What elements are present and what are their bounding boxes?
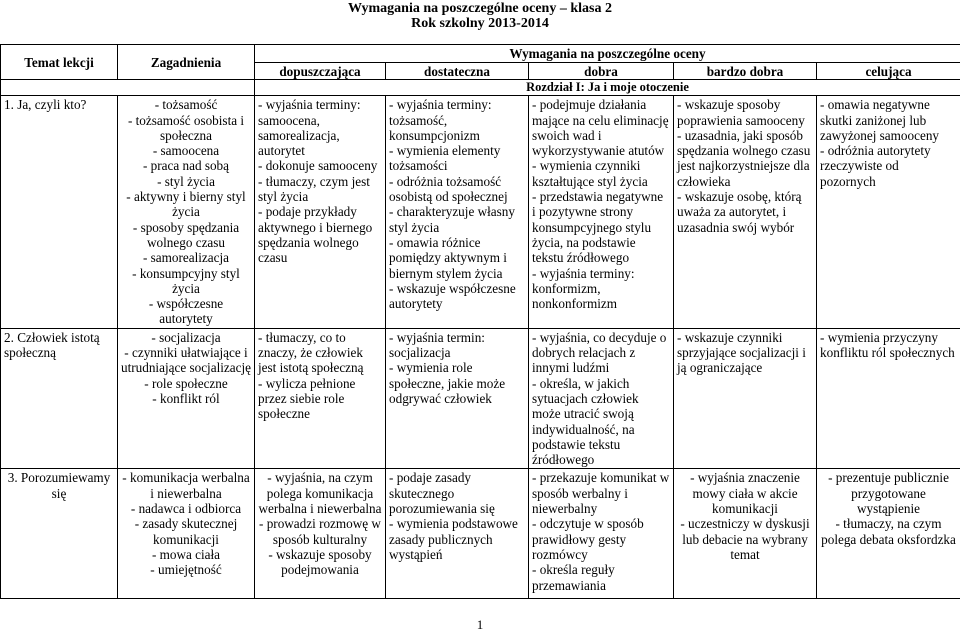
grade-2-cell: - podaje zasady skutecznego porozumiewania się - wymienia podstawowe zasady publicznych wystąpień	[386, 469, 529, 599]
grade-3-cell: - podejmuje działania mające na celu eliminację swoich wad i wykorzystywanie atutów - wymienia czynniki kształtujące styl życia - przedstawia negatywne i pozytywne strony konsumpcyjnego stylu życia, na podstawie tekstu źródłowego - wyjaśnia terminy: konformizm, nonkonformizm	[529, 96, 674, 328]
requirements-table	[0, 44, 960, 599]
column-header-issues: Zagadnienia	[118, 45, 255, 80]
issues-cell: - socjalizacja - czynniki ułatwiające i utrudniające socjalizację - role społeczne - konflikt ról	[118, 328, 255, 469]
document-title: Wymagania na poszczególne oceny – klasa 2	[348, 1, 612, 16]
grade-header-3: dobra	[529, 63, 674, 80]
grade-1-cell: - tłumaczy, co to znaczy, że człowiek jest istotą społeczną - wylicza pełnione przez siebie role społeczne	[255, 328, 386, 469]
table-row	[1, 96, 960, 328]
table-row	[1, 469, 960, 599]
section-heading: Rozdział I: Ja i moje otoczenie	[255, 80, 960, 96]
issues-cell: - komunikacja werbalna i niewerbalna - nadawca i odbiorca - zasady skutecznej komunikacji - mowa ciała - umiejętność	[118, 469, 255, 599]
topic-cell: 3. Porozumiewamy się	[1, 469, 118, 599]
grade-4-cell: - wskazuje czynniki sprzyjające socjalizacji i ją ograniczające	[674, 328, 817, 469]
grade-3-cell: - przekazuje komunikat w sposób werbalny i niewerbalny - odczytuje w sposób prawidłowy gesty rozmówcy - określa reguły przemawiania	[529, 469, 674, 599]
topic-cell: 1. Ja, czyli kto?	[1, 96, 118, 328]
grade-header-2: dostateczna	[386, 63, 529, 80]
grade-1-cell: - wyjaśnia, na czym polega komunikacja werbalna i niewerbalna - prowadzi rozmowę w sposób kulturalny - wskazuje sposoby podejmowania	[255, 469, 386, 599]
grade-header-4: bardzo dobra	[674, 63, 817, 80]
grade-5-cell: - prezentuje publicznie przygotowane wystąpienie - tłumaczy, na czym polega debata oksfordzka	[817, 469, 960, 599]
page-number: 1	[476, 617, 484, 632]
column-header-requirements: Wymagania na poszczególne oceny	[255, 45, 960, 63]
grade-4-cell: - wskazuje sposoby poprawienia samooceny - uzasadnia, jaki sposób spędzania wolnego czasu jest najkorzystniejsze dla człowieka - wskazuje osobę, którą uważa za autorytet, i uzasadnia swój wybór	[674, 96, 817, 328]
grade-5-cell: - wymienia przyczyny konfliktu ról społecznych	[817, 328, 960, 469]
grade-3-cell: - wyjaśnia, co decyduje o dobrych relacjach z innymi ludźmi - określa, w jakich sytuacjach człowiek może utracić swoją indywidualność, na podstawie tekstu źródłowego	[529, 328, 674, 469]
grade-4-cell: - wyjaśnia znaczenie mowy ciała w akcie komunikacji - uczestniczy w dyskusji lub debacie na wybrany temat	[674, 469, 817, 599]
issues-cell: - tożsamość - tożsamość osobista i społeczna - samoocena - praca nad sobą - styl życia - aktywny i bierny styl życia - sposoby spędzania wolnego czasu - samorealizacja - konsumpcyjny styl życia - współczesne autorytety	[118, 96, 255, 328]
table-row	[1, 328, 960, 469]
topic-cell: 2. Człowiek istotą społeczną	[1, 328, 118, 469]
grade-2-cell: - wyjaśnia terminy: tożsamość, konsumpcjonizm - wymienia elementy tożsamości - odróżnia tożsamość osobistą od społecznej - charakteryzuje własny styl życia - omawia różnice pomiędzy aktywnym i biernym stylem życia - wskazuje współczesne autorytety	[386, 96, 529, 328]
grade-header-1: dopuszczająca	[255, 63, 386, 80]
column-header-topic: Temat lekcji	[1, 45, 118, 80]
grade-2-cell: - wyjaśnia termin: socjalizacja - wymienia role społeczne, jakie może odgrywać człowiek	[386, 328, 529, 469]
document-subtitle: Rok szkolny 2013-2014	[411, 16, 549, 31]
grade-header-5: celująca	[817, 63, 960, 80]
grade-5-cell: - omawia negatywne skutki zaniżonej lub zawyżonej samooceny - odróżnia autorytety rzeczywiste od pozornych	[817, 96, 960, 328]
grade-1-cell: - wyjaśnia terminy: samoocena, samorealizacja, autorytet - dokonuje samooceny - tłumaczy, czym jest styl życia - podaje przykłady aktywnego i biernego spędzania wolnego czasu	[255, 96, 386, 328]
